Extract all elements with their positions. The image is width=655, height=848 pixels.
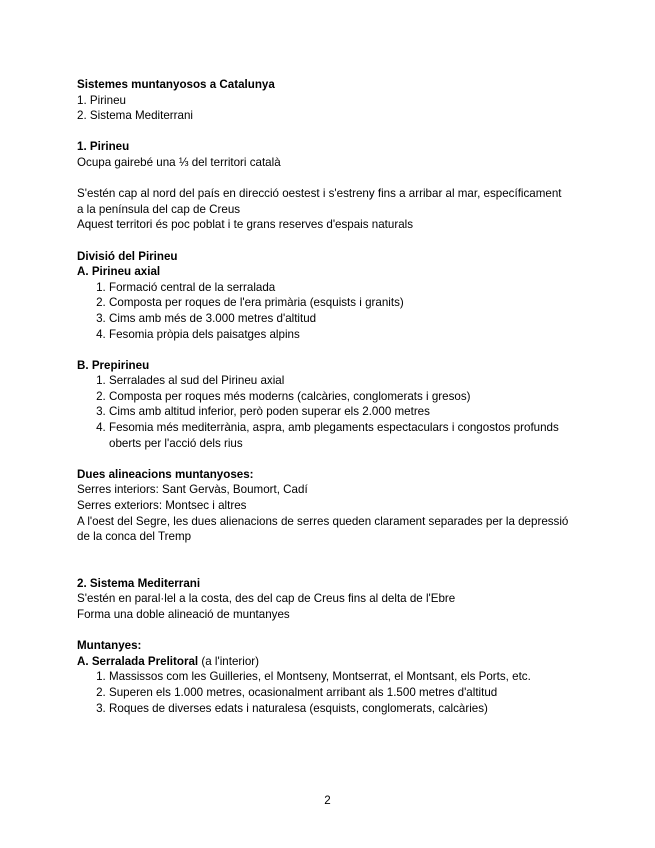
pirineu-paragraph-2c: Aquest territori és poc poblat i te grans reserves d'espais naturals [77,218,414,232]
list-item: 3. Cims amb altitud inferior, però poden superar els 2.000 metres [109,404,587,420]
heading-prelitoral-row [77,654,587,670]
heading-pirineu-axial: A. Pirineu axial [77,265,161,279]
alineacions-line-3b: de la conca del Tremp [77,530,192,544]
list-item: 4. Fesomia pròpia dels paisatges alpins [109,327,587,343]
section-title-systems: Sistemes muntanyosos a Catalunya [77,78,275,91]
alineacions-line-2: Serres exteriors: Montsec i altres [77,499,247,513]
list-item: 1. Massissos com les Guilleries, el Montseny, Montserrat, el Montsant, els Ports, etc. [109,669,587,685]
pirineu-paragraph-1: Ocupa gairebé una ⅓ del territori català [77,155,281,169]
prepirineu-list [77,373,587,451]
prelitoral-list [77,669,587,716]
heading-divisio: Divisió del Pirineu [77,249,178,263]
list-item: 4. Fesomia més mediterrània, aspra, amb plegaments espectaculars i congostos profunds oberts per l'acció dels rius [109,420,587,451]
heading-alineacions: Dues alineacions muntanyoses: [77,467,254,481]
list-item: 2. Composta per roques de l'era primària (esquists i granits) [109,295,587,311]
document-page [77,77,587,716]
mediterrani-line-1: S'estén en paral·lel a la costa, des del cap de Creus fins al delta de l'Ebre [77,592,456,606]
axial-list [77,280,587,342]
heading-prelitoral: A. Serralada Prelitoral [77,654,199,668]
list-item: 2. Superen els 1.000 metres, ocasionalment arribant als 1.500 metres d'altitud [109,685,587,701]
list-item: 1. Serralades al sud del Pirineu axial [109,373,587,389]
heading-pirineu: 1. Pirineu [77,140,130,154]
mediterrani-line-2: Forma una doble alineació de muntanyes [77,608,290,621]
list-item: 2. Composta per roques més moderns (calcàries, conglomerats i gresos) [109,389,587,405]
heading-muntanyes: Muntanyes: [77,639,142,653]
prelitoral-note: (a l'interior) [198,654,259,668]
list-item: 3. Cims amb més de 3.000 metres d'altitud [109,311,587,327]
heading-sistema-mediterrani: 2. Sistema Mediterrani [77,576,201,590]
intro-item-2: 2. Sistema Mediterrani [77,109,193,123]
pirineu-paragraph-2a: S'estén cap al nord del país en direcció oestest i s'estreny fins a arribar al mar, específicament [77,187,562,201]
heading-prepirineu: B. Prepirineu [77,358,150,372]
list-item: 3. Roques de diverses edats i naturalesa (esquists, conglomerats, calcàries) [109,701,587,717]
page-number: 2 [324,794,331,807]
alineacions-line-3a: A l'oest del Segre, les dues alienacions de serres queden clarament separades per la depressió [77,514,569,528]
intro-item-1: 1. Pirineu [77,93,126,107]
list-item: 1. Formació central de la serralada [109,280,587,296]
alineacions-line-1: Serres interiors: Sant Gervàs, Boumort, Cadí [77,483,308,497]
pirineu-paragraph-2b: a la península del cap de Creus [77,202,241,216]
